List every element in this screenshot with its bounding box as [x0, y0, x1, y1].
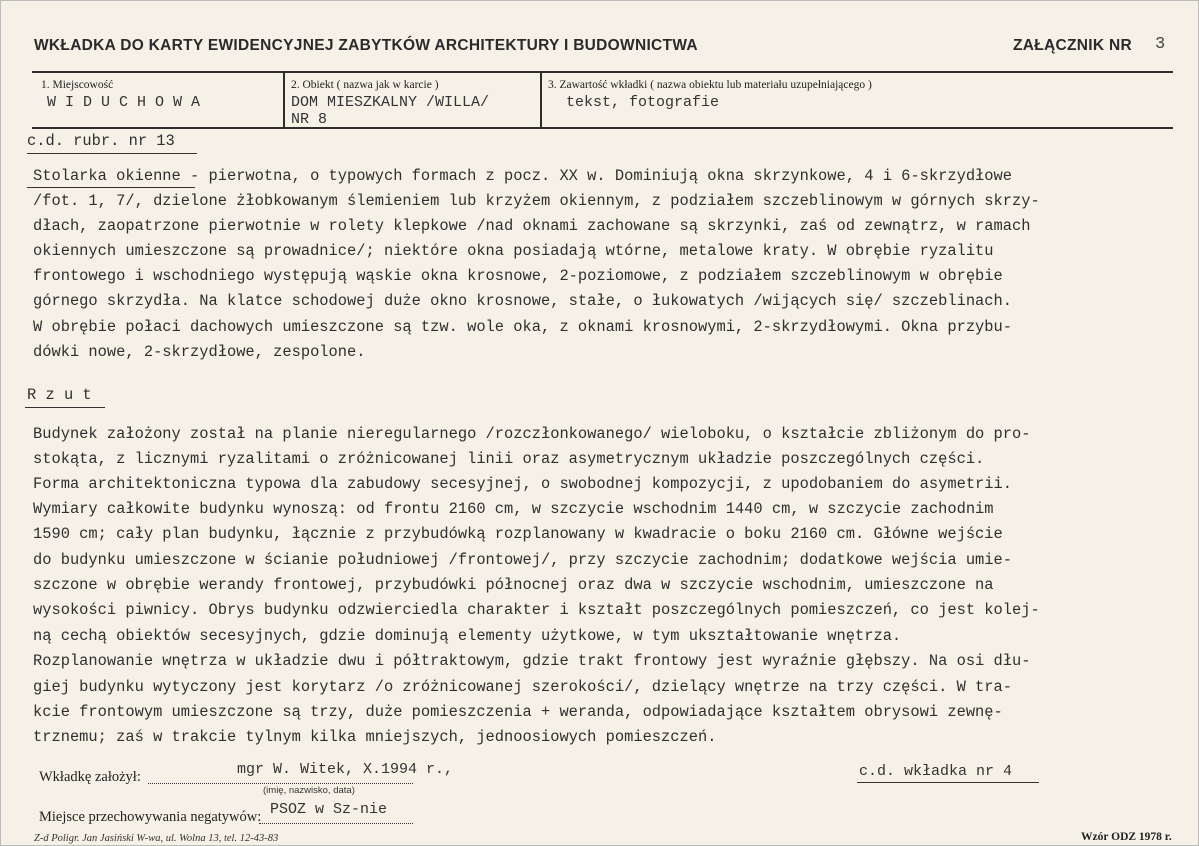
- table-divider-1: [283, 71, 285, 129]
- section1-line: dówki nowe, 2-skrzydłowe, zespolone.: [33, 343, 366, 361]
- section1-line: górnego skrzydła. Na klatce schodowej duże okno krosnowe, stałe, o łukowatych /wijących się/ szczeblinach.: [33, 292, 1013, 310]
- section2-line: Rozplanowanie wnętrza w układzie dwu i półtraktowym, gdzie trakt frontowy jest wyraźnie głębszy. Na osi dłu-: [33, 652, 1031, 670]
- next-insert-underline: [857, 782, 1039, 783]
- table-top-border: [32, 71, 1173, 73]
- locality-value: W I D U C H O W A: [47, 94, 201, 111]
- table-bottom-border: [32, 127, 1173, 129]
- printer-note: Z-d Poligr. Jan Jasiński W-wa, ul. Wolna 13, tel. 12-43-83: [34, 833, 279, 844]
- object-value-line1: DOM MIESZKALNY /WILLA/: [291, 94, 490, 111]
- section2-line: Wymiary całkowite budynku wynoszą: od frontu 2160 cm, w szczycie wschodnim 1440 cm, w szczycie zachodnim: [33, 500, 994, 518]
- section1-line: frontowego i wschodniego występują wąskie okna krosnowe, 2-poziomowe, z podziałem szczeblinowym w obrębie: [33, 267, 1003, 285]
- section2-line: do budynku umieszczone w ścianie południowej /frontowej/, przy szczycie zachodnim; dodatkowe wejścia umie-: [33, 551, 1013, 569]
- section2-line: wysokości piwnicy. Obrys budynku odzwierciedla charakter i kształt poszczególnych pomieszczeń, co jest kolej-: [33, 601, 1040, 619]
- negatives-dotted-line: [259, 823, 413, 824]
- section2-line: stokąta, z licznymi ryzalitami o zróżnicowanej linii oraz asymetrycznym układzie poszczególnych części.: [33, 450, 985, 468]
- contents-value: tekst, fotografie: [566, 94, 720, 111]
- section2-line: Budynek założony został na planie nieregularnego /rozczłonkowanego/ wieloboku, o kształcie zbliżonym do pro-: [33, 425, 1031, 443]
- form-title: WKŁADKA DO KARTY EWIDENCYJNEJ ZABYTKÓW ARCHITEKTURY I BUDOWNICTWA: [34, 37, 698, 54]
- negatives-value: PSOZ w Sz-nie: [270, 801, 388, 818]
- section2-line: 1590 cm; cały plan budynku, łącznie z przybudówką rozplanowany w kwadracie o boku 2160 cm. Główne wejście: [33, 525, 1003, 543]
- section1-line: /fot. 1, 7/, dzielone żłobkowanym ślemieniem lub krzyżem okiennym, z podziałem szczeblinowym w górnych skrzy-: [33, 192, 1040, 210]
- locality-label: 1. Miejscowość: [41, 79, 114, 91]
- continuation-note: c.d. rubr. nr 13: [27, 132, 175, 150]
- contents-label: 3. Zawartość wkładki ( nazwa obiektu lub materiału uzupełniającego ): [548, 79, 872, 91]
- next-insert-note: c.d. wkładka nr 4: [859, 763, 1013, 780]
- section1-line: dłach, zaopatrzone pierwotnie w rolety klepkowe /nad oknami zachowane są skrzynki, zaś od zewnątrz, w ramach: [33, 217, 1031, 235]
- continuation-underline: [27, 153, 197, 154]
- attachment-label: ZAŁĄCZNIK NR: [1013, 37, 1132, 54]
- section2-line: giej budynku wytyczony jest korytarz /o zróżnicowanej szerokości/, dzielący wnętrze na trzy części. W tra-: [33, 678, 1013, 696]
- object-label: 2. Obiekt ( nazwa jak w karcie ): [291, 79, 439, 91]
- section1-heading-underline: [27, 187, 195, 188]
- form-code: Wzór ODZ 1978 r.: [1081, 831, 1172, 843]
- author-dotted-line: [148, 783, 413, 784]
- section2-line: szczone w obrębie werandy frontowej, przybudówki północnej oraz dwa w szczycie wschodnim, umieszczone na: [33, 576, 994, 594]
- section2-line: Forma architektoniczna typowa dla zabudowy secesyjnej, o swobodnej kompozycji, z upodobaniem do asymetrii.: [33, 475, 1013, 493]
- section2-line: ną cechą obiektów secesyjnych, gdzie dominują elementy użytkowe, w tym ukształtowanie wnętrza.: [33, 627, 902, 645]
- section2-line: trznemu; zaś w trakcie tylnym kilka mniejszych, jednoosiowych pomieszczeń.: [33, 728, 717, 746]
- section2-line: kcie frontowym umieszczone są trzy, duże pomieszczenia + weranda, odpowiadające kształtem obrysowi zewnę-: [33, 703, 1003, 721]
- author-value: mgr W. Witek, X.1994 r.,: [237, 761, 454, 778]
- negatives-label: Miejsce przechowywania negatywów:: [39, 809, 262, 825]
- object-value-line2: NR 8: [291, 111, 328, 128]
- author-label: Wkładkę założył:: [39, 769, 141, 785]
- section1-line: okiennych umieszczone są prowadnice/; niektóre okna posiadają wtórne, metalowe kraty. W obrębie ryzalitu: [33, 242, 994, 260]
- table-divider-2: [540, 71, 542, 129]
- section2-heading-underline: [25, 407, 105, 408]
- section1-line: W obrębie połaci dachowych umieszczone są tzw. wole oka, z oknami krosnowymi, 2-skrzydłowymi. Okna przybu-: [33, 318, 1013, 336]
- author-hint: (imię, nazwisko, data): [263, 785, 355, 796]
- section1-line: Stolarka okienne - pierwotna, o typowych formach z pocz. XX w. Dominiują okna skrzynkowe, 4 i 6-skrzydłowe: [33, 167, 1013, 185]
- attachment-number: 3: [1155, 35, 1166, 54]
- section2-heading: R z u t: [27, 386, 92, 404]
